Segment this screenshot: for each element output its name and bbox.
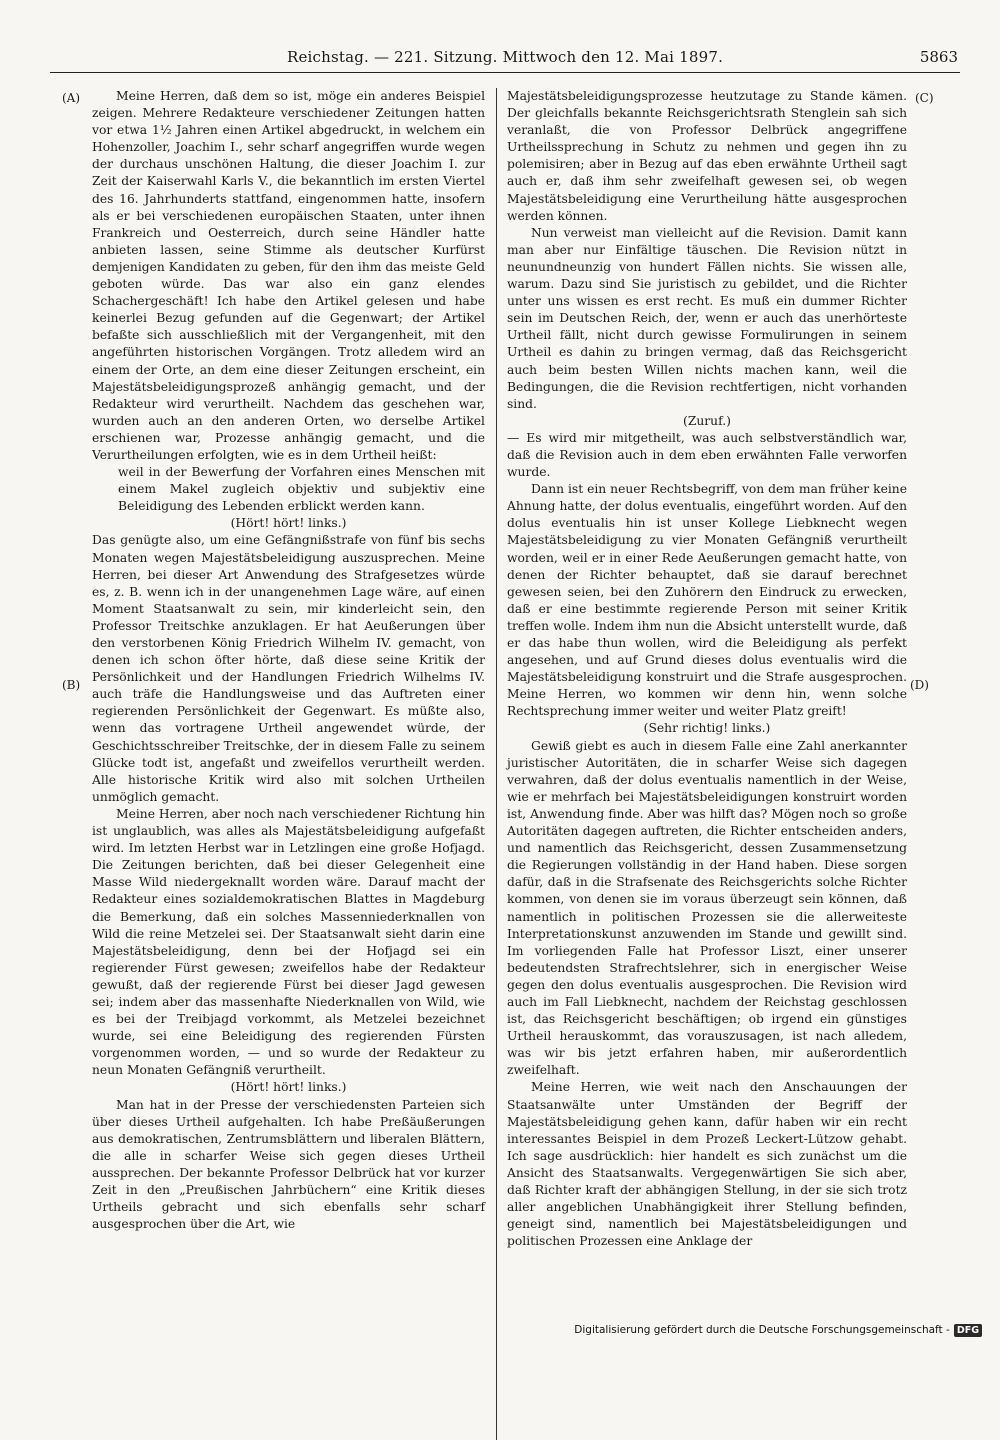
- interjection: (Sehr richtig! links.): [643, 721, 771, 736]
- interjection: (Zuruf.): [683, 413, 731, 428]
- interjection: (Hört! hört! links.): [230, 516, 347, 531]
- margin-marker-d: (D): [910, 678, 929, 692]
- paragraph: Das genügte also, um eine Gefängnißstrafe von fünf bis sechs Monaten wegen Majestätsbeleidigung auszusprechen. Meine Herren, bei dieser Art Anwendung des Strafgesetzes würde es, z. B. wenn ich in der unangenehmen Lage wäre, auf einen Moment Staatsanwalt zu sein, mir kinderleicht sein, den Professor Treitschke anzuklagen. Er hat Aeußerungen über den verstorbenen König Friedrich Wilhelm IV. gemacht, von denen ich schon öfter hörte, daß diese seine Kritik der Persönlichkeit und der Handlungen Friedrich Wilhelms IV. auch träfe die Handlungsweise und das Auftreten einer regierenden Persönlichkeit der Gegenwart. Es müßte also, wenn das vortragene Urtheil angewendet würde, der Geschichtsschreiber Treitschke, der in diesem Falle zu seinem Glücke todt ist, angefaßt und zweifellos verurtheilt werden. Alle historische Kritik wird also mit solchen Urtheilen unmöglich gemacht.: [92, 533, 485, 804]
- paragraph: Meine Herren, aber noch nach verschiedener Richtung hin ist unglaublich, was alles als Majestätsbeleidigung aufgefaßt wird. Im letzten Herbst war in Letzlingen eine große Hofjagd. Die Zeitungen berichten, daß bei dieser Gelegenheit eine Masse Wild niedergeknallt worden wäre. Darauf macht der Redakteur eines sozialdemokratischen Blattes in Magdeburg die Bemerkung, daß ein solches Massenniederknallen von Wild die reine Metzelei sei. Der Staatsanwalt sieht darin eine Majestätsbeleidigung, denn bei der Hofjagd sei ein regierender Fürst gewesen; zweifellos habe der Redakteur gewußt, daß der regierende Fürst bei dieser Jagd gewesen sei; indem aber das massenhafte Niederknallen von Wild, wie es bei der Treibjagd vorkommt, als Metzelei bezeichnet wurde, sei eine Beleidigung des regierenden Fürsten vorgenommen worden, — und so wurde der Redakteur zu neun Monaten Gefängniß verurtheilt.: [92, 806, 485, 1078]
- paragraph: Meine Herren, wie weit nach den Anschauungen der Staatsanwälte unter Umständen der Begriff der Majestätsbeleidigung gehen kann, dafür haben wir ein recht interessantes Beispiel in dem Prozeß Leckert-Lützow gehabt. Ich sage ausdrücklich: hier handelt es sich zunächst um die Ansicht des Staatsanwalts. Vergegenwärtigen Sie sich aber, daß Richter kraft der abhängigen Stellung, in der sie sich trotz aller angeblichen Unabhängigkeit ihrer Stellung befinden, geneigt sind, namentlich bei Majestätsbeleidigungen und politischen Prozessen eine Anklage der: [507, 1080, 907, 1249]
- quotation: weil in der Bewerfung der Vorfahren eines Menschen mit einem Makel zugleich objektiv und subjektiv eine Beleidigung des Lebenden erblickt werden kann.: [118, 465, 485, 514]
- interjection: (Hört! hört! links.): [230, 1080, 347, 1095]
- page-number: 5863: [919, 48, 958, 66]
- paragraph: Nun verweist man vielleicht auf die Revision. Damit kann man aber nur Einfältige täuschen. Die Revision nützt in neunundneunzig von hundert Fällen nichts. Sie wissen alle, warum. Dazu sind Sie juristisch zu gebildet, und die Richter unter uns wissen es erst recht. Es muß ein dummer Richter sein im Deutschen Reich, der, wenn er auch das unerhörteste Urtheil fällt, nicht durch gewisse Formulirungen in seinem Urtheil es dahin zu bringen vermag, daß das Reichsgericht auch beim besten Willen nichts machen kann, weil die Bedingungen, die die Revision rechtfertigen, nicht vorhanden sind.: [507, 225, 907, 411]
- left-column: [92, 88, 485, 1233]
- column-divider: [496, 88, 497, 1440]
- margin-marker-a: (A): [62, 91, 81, 105]
- paragraph: Gewiß giebt es auch in diesem Falle eine Zahl anerkannter juristischer Autoritäten, die in scharfer Weise sich dagegen verwahren, daß der dolus eventualis namentlich in der Weise, wie er mehrfach bei Majestätsbeleidigungen konstruirt worden ist, Anwendung finde. Aber was hilft das? Mögen noch so große Autoritäten dagegen auftreten, die Richter entscheiden anders, und namentlich das Reichsgericht, dessen Zusammensetzung die Regierungen vollständig in der Hand haben. Diese sorgen dafür, daß in die Strafsenate des Reichsgerichts solche Richter kommen, von denen sie im voraus überzeugt sein können, daß namentlich in politischen Prozessen sie die allerweiteste Interpretationskunst anzuwenden im Stande und gewillt sind. Im vorliegenden Falle hat Professor Liszt, einer unserer bedeutendsten Strafrechtslehrer, sich in energischer Weise gegen den dolus eventualis ausgesprochen. Die Revision wird auch im Fall Liebknecht, nachdem der Reichstag geschlossen ist, das Reichsgericht beschäftigen; ob irgend ein günstiges Urtheil herauskommt, das vorauszusagen, ist nach alledem, was wir bis jetzt erfahren haben, mir außerordentlich zweifelhaft.: [507, 738, 907, 1078]
- margin-marker-b: (B): [62, 678, 81, 692]
- paragraph: Dann ist ein neuer Rechtsbegriff, von dem man früher keine Ahnung hatte, der dolus eventualis, eingeführt worden. Auf den dolus eventualis hin ist unser Kollege Liebknecht wegen Majestätsbeleidigung zu vier Monaten Gefängniß verurtheilt worden, weil er in einer Rede Aeußerungen gemacht hatte, von denen der Richter behauptet, daß sie darauf berechnet gewesen seien, bei den Zuhörern den Eindruck zu erwecken, daß er eine bestimmte regierende Person mit seiner Kritik treffen wolle. Indem ihm nun die Absicht unterstellt wurde, daß er das habe thun wollen, wird die Beleidigung als perfekt angesehen, und auf Grund dieses dolus eventualis wird die Majestätsbeleidigung konstruirt und die Strafe ausgesprochen. Meine Herren, wo kommen wir denn hin, wenn solche Rechtsprechung immer weiter und weiter Platz greift!: [507, 482, 907, 719]
- paragraph: Majestätsbeleidigungsprozesse heutzutage zu Stande kämen. Der gleichfalls bekannte Reichsgerichtsrath Stenglein sah sich veranlaßt, die von Professor Delbrück angegriffene Urtheilssprechung in Schutz zu nehmen und gegen ihn zu polemisiren; aber in Bezug auf das eben erwähnte Urtheil sagt auch er, daß ihm sehr zweifelhaft gewesen sei, ob wegen Majestätsbeleidigung eine Verurtheilung hätte ausgesprochen werden können.: [507, 89, 907, 223]
- paragraph: Meine Herren, daß dem so ist, möge ein anderes Beispiel zeigen. Mehrere Redakteure verschiedener Zeitungen hatten vor etwa 1½ Jahren einen Artikel abgedruckt, in welchem ein Hohenzoller, Joachim I., sehr scharf angegriffen wurde wegen der durchaus unschönen Haltung, die dieser Joachim I. zur Zeit der Kaiserwahl Karls V., die bekanntlich im ersten Viertel des 16. Jahrhunderts stattfand, eingenommen hatte, insofern als er bei verschiedenen europäischen Staaten, unter ihnen Frankreich und Oesterreich, durch seine Händler hatte anbieten lassen, seine Stimme als deutscher Kurfürst demjenigen Kandidaten zu geben, für den ihm das meiste Geld geboten würde. Das war also ein ganz elendes Schachergeschäft! Ich habe den Artikel gelesen und habe keinerlei Bezug gefunden auf die Gegenwart; der Artikel befaßte sich ausschließlich mit der Vergangenheit, mit den angeführten historischen Vorgängen. Trotz alledem wird an einem der Orte, an dem eine dieser Zeitungen erscheint, ein Majestätsbeleidigungsprozeß anhängig gemacht, und der Redakteur wird verurtheilt. Nachdem das geschehen war, wurden auch an den anderen Orten, wo derselbe Artikel erschienen war, Prozesse anhängig gemacht, und die Verurtheilungen erfolgten, wie es in dem Urtheil heißt:: [92, 89, 485, 462]
- paragraph: — Es wird mir mitgetheilt, was auch selbstverständlich war, daß die Revision auch in dem eben erwähnten Falle verworfen wurde.: [507, 430, 907, 480]
- page-header: [50, 46, 960, 73]
- right-column: [507, 88, 907, 1250]
- paragraph: Man hat in der Presse der verschiedensten Parteien sich über dieses Urtheil aufgehalten. Ich habe Preßäußerungen aus demokratischen, Zentrumsblättern und liberalen Blättern, die alle in scharfer Weise sich gegen dieses Urtheil aussprechen. Der bekannte Professor Delbrück hat vor kurzer Zeit in den „Preußischen Jahrbüchern“ eine Kritik dieses Urtheils gebracht und sich ebenfalls sehr scharf ausgesprochen über die Art, wie: [92, 1097, 485, 1232]
- margin-marker-c: (C): [915, 91, 934, 105]
- digitization-credit: [574, 1320, 982, 1340]
- dfg-logo: DFG: [954, 1324, 982, 1337]
- running-title: Reichstag. — 221. Sitzung. Mittwoch den 12. Mai 1897.: [286, 48, 724, 66]
- credit-text: Digitalisierung gefördert durch die Deutsche Forschungsgemeinschaft -: [574, 1324, 950, 1336]
